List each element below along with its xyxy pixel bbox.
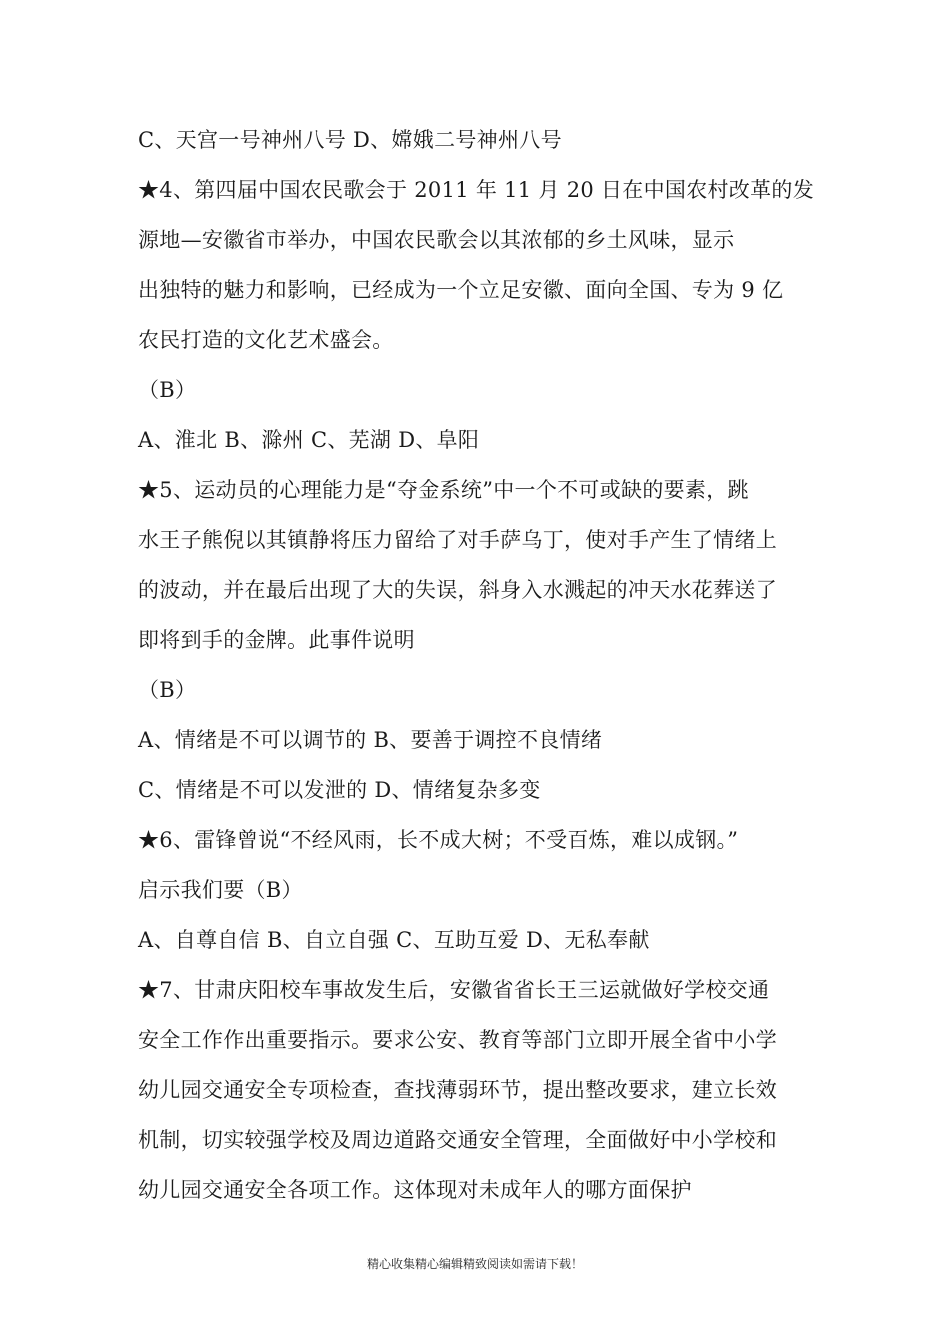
text-line: C、天宫一号神州八号 D、嫦娥二号神州八号	[138, 128, 562, 152]
question-4-options: A、淮北 B、滁州 C、芜湖 D、阜阳	[138, 428, 480, 452]
question-5-options-1: A、情绪是不可以调节的 B、要善于调控不良情绪	[138, 728, 603, 752]
question-5-answer: （B）	[138, 678, 197, 702]
question-5-line-4: 即将到手的金牌。此事件说明	[138, 628, 415, 652]
question-6-line-2: 启示我们要（B）	[138, 878, 303, 902]
question-7-line-2: 安全工作作出重要指示。要求公安、教育等部门立即开展全省中小学	[138, 1028, 777, 1052]
question-4-line-2: 源地—安徽省市举办，中国农民歌会以其浓郁的乡土风味，显示	[138, 228, 735, 252]
question-7-line-5: 幼儿园交通安全各项工作。这体现对未成年人的哪方面保护	[138, 1178, 692, 1202]
question-4-answer: （B）	[138, 378, 197, 402]
question-4-line-4: 农民打造的文化艺术盛会。	[138, 328, 394, 352]
question-7-line-4: 机制，切实较强学校及周边道路交通安全管理，全面做好中小学校和	[138, 1128, 777, 1152]
question-6-line-1: ★6、雷锋曾说“不经风雨，长不成大树；不受百炼，难以成钢。”	[138, 828, 739, 852]
question-4-line-1: ★4、第四届中国农民歌会于 2011 年 11 月 20 日在中国农村改革的发	[138, 178, 814, 202]
question-5-line-3: 的波动，并在最后出现了大的失误，斜身入水溅起的冲天水花葬送了	[138, 578, 777, 602]
question-5-options-2: C、情绪是不可以发泄的 D、情绪复杂多变	[138, 778, 541, 802]
page-footer: 精心收集精心编辑精致阅读如需请下载！	[366, 1257, 583, 1271]
question-4-line-3: 出独特的魅力和影响，已经成为一个立足安徽、面向全国、专为 9 亿	[138, 278, 784, 302]
question-6-options: A、自尊自信 B、自立自强 C、互助互爱 D、无私奉献	[138, 928, 650, 952]
question-7-line-3: 幼儿园交通安全专项检查，查找薄弱环节，提出整改要求，建立长效	[138, 1078, 777, 1102]
question-5-line-1: ★5、运动员的心理能力是“夺金系统”中一个不可或缺的要素，跳	[138, 478, 749, 502]
question-7-line-1: ★7、甘肃庆阳校车事故发生后，安徽省省长王三运就做好学校交通	[138, 978, 770, 1002]
question-5-line-2: 水王子熊倪以其镇静将压力留给了对手萨乌丁，使对手产生了情绪上	[138, 528, 777, 552]
